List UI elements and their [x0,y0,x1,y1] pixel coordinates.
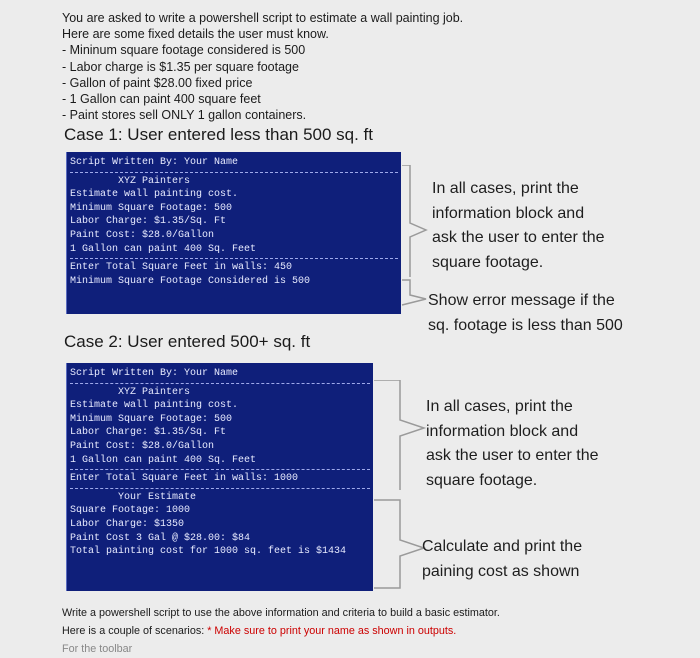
case1-brackets [400,165,430,315]
info-bracket [374,380,424,490]
note-line: information block and [426,422,579,440]
console-header: Script Written By: Your Name [70,157,239,168]
console-line: Square Footage: 1000 [70,505,191,517]
case2-console [66,363,373,591]
console-line: XYZ Painters [70,175,191,187]
info-bracket [402,165,426,277]
intro-line: - Paint stores sell ONLY 1 gallon containers. [62,108,307,123]
footer-scenarios: Here is a couple of scenarios: [62,625,208,637]
note-line: In all cases, print the [432,180,579,197]
console-line: 1 Gallon can paint 400 Sq. Feet [70,454,257,466]
console-line: Minimum Square Footage: 500 [70,413,233,425]
intro-line: - 1 Gallon can paint 400 square feet [62,92,261,107]
console-line: Estimate wall painting cost. [70,400,239,412]
note-line: information block and [432,204,585,222]
divider [70,383,370,384]
console-line: 1 Gallon can paint 400 Sq. Feet [70,243,257,255]
footer-line: For the toolbar [62,643,133,655]
divider [70,488,370,489]
case1-title: Case 1: User entered less than 500 sq. ft [64,125,374,144]
console-input-line: Enter Total Square Feet in walls: 450 [70,262,293,274]
note-line: Calculate and print the [422,538,583,555]
intro-line: - Mininum square footage considered is 500 [62,43,306,58]
case1-console [66,152,401,314]
intro-text [62,10,562,123]
intro-line: - Labor charge is $1.35 per square footage [62,59,299,74]
note-line: Show error message if the [428,292,615,309]
divider [70,469,370,470]
console-input-line: Enter Total Square Feet in walls: 1000 [70,473,299,485]
note-line: sq. footage is less than 500 [428,316,623,334]
footer-warning: * Make sure to print your name as shown in outputs. [207,625,457,637]
console-line: Paint Cost: $28.0/Gallon [70,229,215,241]
console-line: Paint Cost: $28.0/Gallon [70,440,215,452]
console-error-line: Minimum Square Footage Considered is 500 [70,275,311,287]
console-line: Paint Cost 3 Gal @ $28.00: $84 [70,532,251,544]
intro-line: You are asked to write a powershell script to estimate a wall painting job. [62,11,464,25]
case1-note-info [432,177,605,275]
console-line: Total painting cost for 1000 sq. feet is $1434 [70,546,347,558]
console-line: Estimate wall painting cost. [70,189,239,201]
case2-title: Case 2: User entered 500+ sq. ft [64,332,311,351]
console-line: Minimum Square Footage: 500 [70,202,233,214]
case2-note-calc [422,535,582,584]
console-line: Labor Charge: $1.35/Sq. Ft [70,216,227,228]
error-bracket [402,280,426,305]
footer-line: Write a powershell script to use the above information and criteria to build a basic estimator. [62,607,500,619]
divider [70,258,398,259]
console-line: Your Estimate [70,491,197,503]
console-line: Labor Charge: $1.35/Sq. Ft [70,427,227,439]
intro-line: Here are some fixed details the user must know. [62,27,329,42]
calc-bracket [374,500,424,588]
note-line: paining cost as shown [422,562,580,580]
footer-line [62,622,500,640]
console-header: Script Written By: Your Name [70,368,239,379]
note-line: ask the user to enter the [432,229,605,246]
note-line: square footage. [426,471,538,489]
note-line: square footage. [432,253,544,271]
note-line: In all cases, print the [426,398,573,415]
footer-text [62,604,500,658]
console-line: XYZ Painters [70,386,191,398]
intro-line: - Gallon of paint $28.00 fixed price [62,75,253,90]
note-line: ask the user to enter the [426,447,599,464]
case2-note-info [426,395,599,493]
case1-note-error [428,289,623,338]
divider [70,172,398,173]
console-line: Labor Charge: $1350 [70,518,185,530]
